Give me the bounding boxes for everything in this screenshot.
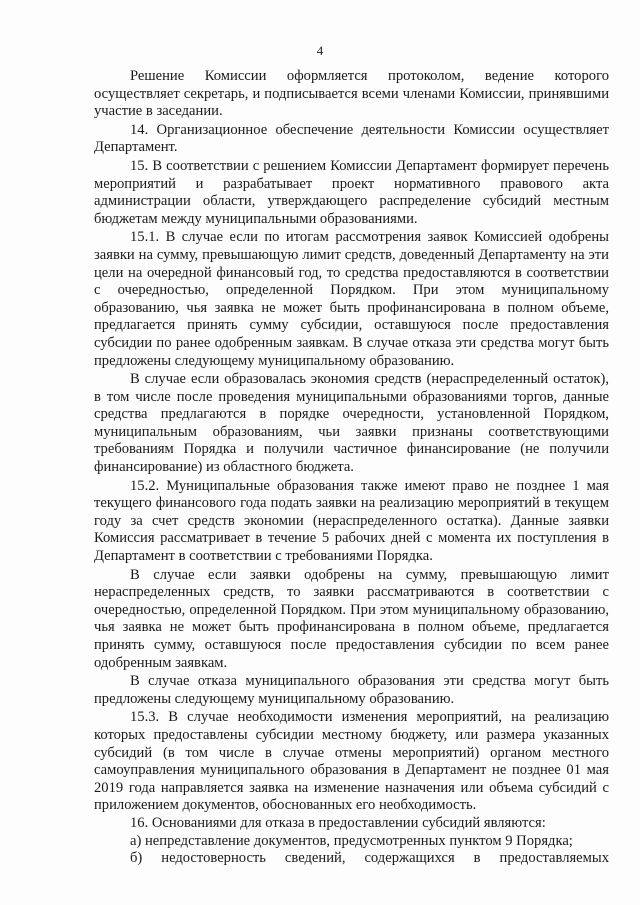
paragraph-15: 15. В соответствии с решением Комиссии Департамент формирует перечень мероприятий и разрабатывает проект нормативного правового акта администрации области, утверждающего распределение субсидий местным бюджетам между муниципальными образованиями. bbox=[94, 157, 609, 227]
paragraph-savings: В случае если образовалась экономия средств (нераспределенный остаток), в том числе после проведения муниципальными образованиями торгов, данные средства предлагаются в порядке очередности, установленной Порядком, муниципальным образованиям, чьи заявки признаны соответствующими требованиям Порядка и получили частичное финансирование (не получили финансирование) из областного бюджета. bbox=[94, 371, 609, 476]
paragraph-15-2: 15.2. Муниципальные образования также имеют право не позднее 1 мая текущего финансового года подать заявки на реализацию мероприятий в текущем году за счет средств экономии (нераспределенного остатка). Данные заявки Комиссия рассматривает в течение 5 рабочих дней с момента их поступления в Департамент в соответствии с требованиями Порядка. bbox=[94, 477, 609, 565]
paragraph-14: 14. Организационное обеспечение деятельности Комиссии осуществляет Департамент. bbox=[94, 121, 609, 156]
paragraph-refusal: В случае отказа муниципального образования эти средства могут быть предложены следующему муниципальному образованию. bbox=[94, 673, 609, 707]
page-number: 4 bbox=[316, 43, 324, 58]
paragraph-16-b: б) недостоверность сведений, содержащихся в предоставляемых bbox=[130, 850, 609, 867]
paragraph-16-a: а) непредставление документов, предусмотренных пунктом 9 Порядка; bbox=[130, 832, 573, 849]
paragraph-approved-requests: В случае если заявки одобрены на сумму, превышающую лимит нераспределенных средств, то заявки рассматриваются в соответствии с очередностью, определенной Порядком. При этом муниципальному образованию, чья заявка не может быть профинансирована в полном объеме, предлагается принять сумму, оставшуюся после предоставления субсидии по всем ранее одобренным заявкам. bbox=[94, 566, 609, 671]
paragraph-15-1: 15.1. В случае если по итогам рассмотрения заявок Комиссией одобрены заявки на сумму, превышающую лимит средств, доведенный Департаменту на эти цели на очередной финансовый год, то средства предоставляются в соответствии с очередностью, определенной Порядком. При этом муниципальному образованию, чья заявка не может быть профинансирована в полном объеме, предлагается принять сумму субсидии, оставшуюся после предоставления субсидии по ранее одобренным заявкам. В случае отказа эти средства могут быть предложены следующему муниципальному образованию. bbox=[94, 229, 609, 369]
paragraph-16: 16. Основаниями для отказа в предоставлении субсидий являются: bbox=[130, 814, 546, 831]
paragraph-15-3: 15.3. В случае необходимости изменения мероприятий, на реализацию которых предоставлены субсидии местному бюджету, или размера указанных субсидий (в том числе в случае отмены мероприятий) органом местного самоуправления муниципального образования в Департамент не позднее 01 мая 2019 года направляется заявка на изменение назначения или объема субсидий с приложением документов, обоснованных его необходимость. bbox=[94, 709, 609, 814]
paragraph-commission-decision: Решение Комиссии оформляется протоколом, ведение которого осуществляет секретарь, и подписывается всеми членами Комиссии, принявшими участие в заседании. bbox=[94, 68, 609, 120]
document-body bbox=[94, 68, 609, 868]
